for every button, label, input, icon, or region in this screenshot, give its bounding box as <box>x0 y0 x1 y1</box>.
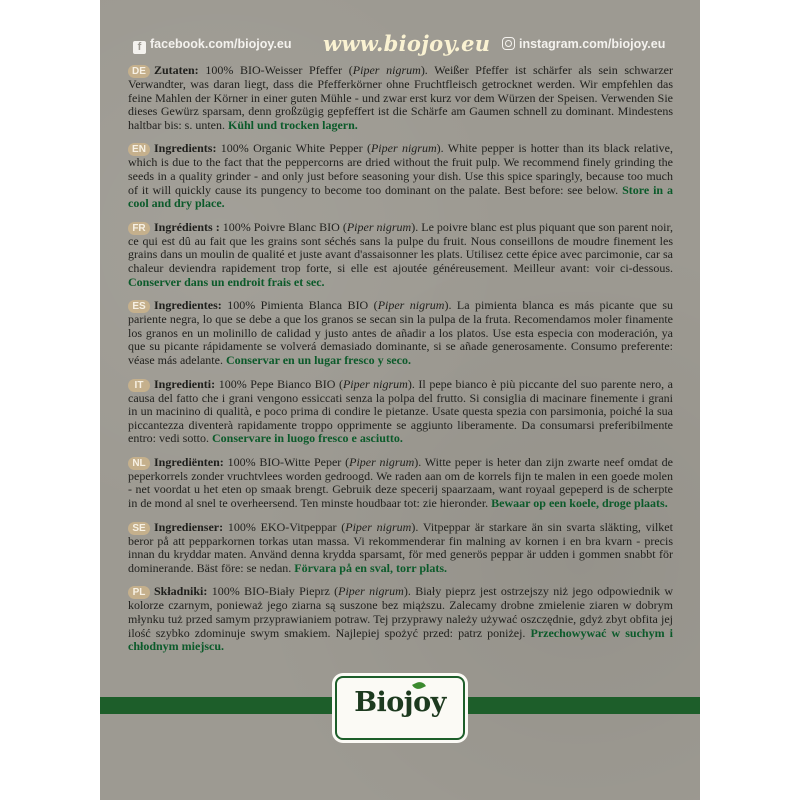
lang-tag: IT <box>128 379 150 392</box>
instagram-link[interactable] <box>502 37 665 51</box>
ingredients-text: 100% BIO-Biały Pieprz ( <box>207 584 339 599</box>
ingredients-label: Zutaten: <box>154 63 199 77</box>
description-text: ). Il pepe bianco è più piccante del suo parente nero, a causa del fatto che i grani vengono essiccati senza la polpa del frutto. Si consiglia di macinare finemente i grani in un macinino di qualità, e poco prima di condire le pietanze. Usate questa spezia con parsimonia, poiché la sua piccantezza diventerà rapidamente troppo opprimente se aggiunto liberamente. Da consumarsi preferibilmente entro: vedi sotto. <box>128 376 673 446</box>
ingredients-label: Ingrediënten: <box>154 454 224 469</box>
lang-tag: SE <box>128 522 150 535</box>
lang-tag: EN <box>128 143 150 156</box>
facebook-icon: f <box>133 41 146 54</box>
latin-name: Piper nigrum <box>346 219 412 234</box>
ingredients-text: 100% EKO-Vitpeppar ( <box>223 519 346 534</box>
lang-block-it <box>128 378 673 446</box>
description-text: ). La pimienta blanca es más picante que su pariente negra, lo que se debe a que los granos se secan sin la pulpa de la fruta. Recomendamos moler finamente los granos en un molinillo de calidad y justo antes de añadir a los platos. Use esta especia con moderación, ya que su picante rápidamente se volverá demasiado dominante, si se añade generosamente. Consumo preferente: véase más adelante. <box>128 298 673 367</box>
ingredients-label: Ingrédients : <box>154 219 220 234</box>
lang-block-de <box>128 64 673 132</box>
biojoy-logo <box>335 676 465 740</box>
lang-block-nl <box>128 456 673 511</box>
description-text: ). Biały pieprz jest ostrzejszy niż jego odpowiednik w kolorze czarnym, ponieważ jego ziarna są suszone bez miąższu. Zalecamy drobne zmielenie ziaren w dobrym młynku tuż przed samym przyprawianiem potraw. Tej przyprawy należy używać oszczędnie, gdyż zbyt obfita jej ilość szybko zdominuje swym smakiem. Najlepiej spożyć przed: patrz poniżej. <box>128 584 673 640</box>
description-text: ). White pepper is hotter than its black relative, which is due to the fact that the peppercorns are dried without the fruit pulp. We recommend finely grinding the seeds in a quality grinder - and only just before seasoning your dish. Use this spice sparingly, because too much of it will quickly cause its pungency to become too dominant on the palate. Best before: see below. <box>128 141 673 197</box>
logo-text: Biojoy <box>354 687 446 718</box>
lang-block-pl <box>128 585 673 653</box>
lang-tag: NL <box>128 457 150 470</box>
lang-tag: ES <box>128 300 150 313</box>
latin-name: Piper nigrum <box>370 141 437 156</box>
lang-tag: FR <box>128 222 150 235</box>
storage-instruction: Conservare in luogo fresco e asciutto. <box>212 431 403 446</box>
website-url[interactable]: www.biojoy.eu <box>323 31 491 56</box>
ingredients-label: Ingredienser: <box>154 519 224 534</box>
ingredient-blocks <box>128 64 673 664</box>
ingredients-text: 100% BIO-Witte Peper ( <box>223 454 350 469</box>
storage-instruction: Conserver dans un endroit frais et sec. <box>128 274 325 289</box>
description-text: ). Weißer Pfeffer ist schärfer als sein schwarzer Verwandter, was daran liegt, dass die Pfefferkörner ohne Fruchtfleisch getrocknet werden. Wir empfehlen das feine Mahlen der Körner in einer guten Mühle - und zwar erst kurz vor dem Würzen der Speisen. Verwenden Sie dieses Gewürz sparsam, denn großzügig gepfeffert ist die Schärfe am Gaumen schnell zu dominant. Mindestens haltbar bis: s. unten. <box>128 63 673 132</box>
latin-name: Piper nigrum <box>345 519 412 534</box>
lang-block-en <box>128 142 673 210</box>
ingredients-text: 100% Organic White Pepper ( <box>216 141 371 156</box>
lang-tag: PL <box>128 586 150 599</box>
facebook-text: facebook.com/biojoy.eu <box>150 37 292 51</box>
label-page <box>100 0 700 800</box>
description-text: ). Le poivre blanc est plus piquant que son parent noir, ce qui est dû au fait que les grains sont séchés sans la pulpe du fruit. Nous conseillons de moudre finement les grains dans un moulin de qualité et juste avant d'assaisonner les plats. Utilisez cette épice avec parcimonie, car sa chaleur deviendra rapidement trop forte, si elle est ajoutée généreusement. Meilleur avant: voir ci-dessous. <box>128 219 673 275</box>
facebook-link[interactable] <box>133 37 291 54</box>
ingredients-text: 100% BIO-Weisser Pfeffer ( <box>198 63 353 77</box>
header-bar <box>100 31 700 57</box>
storage-instruction: Bewaar op een koele, droge plaats. <box>491 496 668 511</box>
storage-instruction: Kühl und trocken lagern. <box>227 117 358 132</box>
ingredients-label: Składniki: <box>154 584 208 599</box>
ingredients-label: Ingredients: <box>154 141 217 156</box>
latin-name: Piper nigrum <box>349 454 415 469</box>
latin-name: Piper nigrum <box>352 63 421 77</box>
lang-block-se <box>128 521 673 576</box>
lang-tag: DE <box>128 65 150 78</box>
storage-instruction: Store in a cool and dry place. <box>128 182 673 211</box>
storage-instruction: Przechowywać w suchym i chłodnym miejscu. <box>128 625 673 654</box>
ingredients-label: Ingredientes: <box>154 298 222 313</box>
latin-name: Piper nigrum <box>338 584 404 599</box>
storage-instruction: Förvara på en sval, torr plats. <box>294 560 448 575</box>
latin-name: Piper nigrum <box>342 376 408 391</box>
ingredients-text: 100% Poivre Blanc BIO ( <box>219 219 347 234</box>
instagram-text: instagram.com/biojoy.eu <box>519 37 666 51</box>
ingredients-label: Ingredienti: <box>154 376 216 391</box>
lang-block-es <box>128 299 673 367</box>
lang-block-fr <box>128 221 673 289</box>
instagram-icon <box>502 37 515 50</box>
storage-instruction: Conservar en un lugar fresco y seco. <box>225 352 411 367</box>
description-text: ). Witte peper is heter dan zijn zwarte neef omdat de peperkorrels zonder vruchtvlees worden gedroogd. We raden aan om de korrels fijn te malen in een goede molen - net voordat u het eten op smaak brengt. Gebruik deze specerij spaarzaam, want royaal gepeperd is de scherpte in de mond al snel te overheersend. Ten minste houdbaar tot: zie hieronder. <box>128 454 673 511</box>
latin-name: Piper nigrum <box>377 298 445 313</box>
ingredients-text: 100% Pepe Bianco BIO ( <box>215 376 343 391</box>
ingredients-text: 100% Pimienta Blanca BIO ( <box>221 298 378 313</box>
description-text: ). Vitpeppar är starkare än sin svarta släkting, vilket beror på att pepparkornen torkas utan massa. Vi rekommenderar fin malning av kornen i en bra kvarn - precis innan du kryddar maten. Använd denna krydda sparsamt, för med generös peppar är udden i gommen snabbt för dominerande. Bäst före: se nedan. <box>128 519 673 575</box>
